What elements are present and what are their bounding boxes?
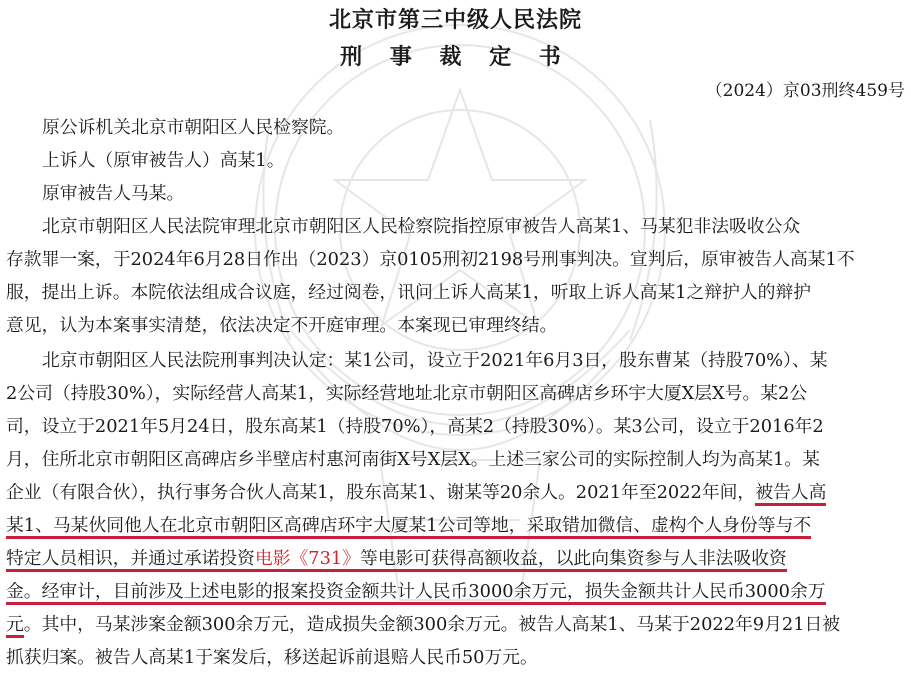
para2-line6 <box>6 512 811 537</box>
para1-line3: 服，提出上诉。本院依法组成合议庭，经过阅卷，讯问上诉人高某1，听取上诉人高某1之辩护人的辩护 <box>6 282 812 303</box>
underlined-text: 被告人高 <box>755 482 826 506</box>
para1-line4: 意见，认为本案事实清楚，依法决定不开庭审理。本案现已审理终结。 <box>6 315 558 336</box>
party-prosecutor: 原公诉机关北京市朝阳区人民检察院。 <box>42 117 345 138</box>
underlined-text: 金 <box>6 581 24 605</box>
party-defendant: 原审被告人马某。 <box>42 183 185 204</box>
para2-line2: 2公司（持股30%），实际经营人高某1，实际经营地址北京市朝阳区高碑店乡环宇大厦X层X号。某2公 <box>6 383 808 404</box>
court-name: 北京市第三中级人民法院 <box>328 8 582 33</box>
para2-line9 <box>6 611 840 636</box>
para2-line1: 北京市朝阳区人民法院刑事判决认定：某1公司，设立于2021年6月3日，股东曹某（持股70%）、某 <box>42 350 828 371</box>
case-number: （2024）京03刑终459号 <box>705 81 905 101</box>
para2-line10: 抓获归案。被告人高某1于案发后，移送起诉前退赔人民币50万元。 <box>6 647 538 668</box>
para2-line5 <box>6 479 826 504</box>
para2-line3: 司，设立于2021年5月24日，股东高某1（持股70%），高某2（持股30%）。某3公司，设立于2016年2 <box>6 416 824 437</box>
underlined-text: 元 <box>6 614 24 638</box>
para2-line8 <box>6 578 826 603</box>
para2-line7 <box>6 545 787 570</box>
party-appellant: 上诉人（原审被告人）高某1。 <box>42 150 285 171</box>
movie-title-highlight: 电影《731》 <box>255 548 360 572</box>
underlined-text: 等电影可获得高额收益，以此向集资参与人非法吸收资 <box>360 548 787 572</box>
para2-line9-text: 。其中，马某涉案金额300余万元，造成损失金额300余万元。被告人高某1、马某于2022年9月21日被 <box>23 614 841 635</box>
underlined-text: 某1、马某伙同他人在北京市朝阳区高碑店环宇大厦某1公司等地，采取错加微信、虚构个人身份等与不 <box>6 515 811 539</box>
underlined-text: 。经审计，目前涉及上述电影的报案投资金额共计人民币3000余万元，损失金额共计人民币3000余万 <box>24 581 826 605</box>
document-type: 刑 事 裁 定 书 <box>340 45 571 70</box>
underlined-text: 特定人员相识，并通过承诺投资 <box>6 548 255 572</box>
para2-line5-text: 企业（有限合伙），执行事务合伙人高某1，股东高某1、谢某等20余人。2021年至2022年间， <box>6 482 756 503</box>
para1-line2: 存款罪一案，于2024年6月28日作出（2023）京0105刑初2198号刑事判决。宣判后，原审被告人高某1不 <box>6 249 855 270</box>
para1-line1: 北京市朝阳区人民法院审理北京市朝阳区人民检察院指控原审被告人高某1、马某犯非法吸收公众 <box>42 216 801 237</box>
para2-line4: 月，住所北京市朝阳区高碑店乡半壁店村惠河南街X号X层X。上述三家公司的实际控制人均为高某1。某 <box>6 449 820 470</box>
